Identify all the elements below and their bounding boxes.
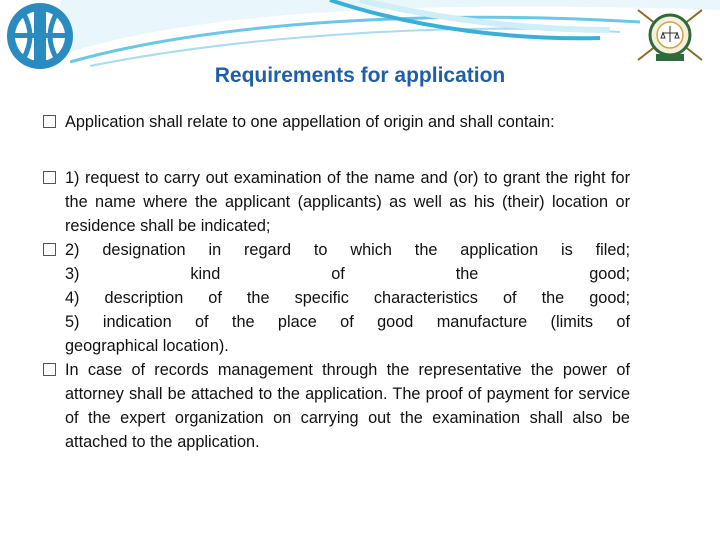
square-bullet-icon: [43, 115, 56, 128]
list-item-4: 4) description of the specific characteristics of the good;: [65, 289, 630, 307]
list-item-5: 5) indication of the place of good manufacture (limits of: [65, 313, 630, 331]
list-item-5-cont: geographical location).: [65, 337, 229, 355]
paragraph-text: Application shall relate to one appellation of origin and shall contain:: [65, 113, 555, 131]
square-bullet-icon: [43, 363, 56, 376]
square-bullet-icon: [43, 171, 56, 184]
list-item-3: 3) kind of the good;: [65, 265, 630, 283]
bullet-paragraph-3: [43, 238, 630, 358]
bullet-paragraph-1: [43, 110, 630, 134]
ministry-logo-icon: [2, 0, 80, 72]
bullet-paragraph-4: [43, 358, 630, 454]
square-bullet-icon: [43, 243, 56, 256]
slide-title: Requirements for application: [214, 64, 506, 87]
slide-body: [43, 110, 630, 454]
scales-of-justice-emblem-icon: [632, 4, 708, 66]
paragraph-text: 1) request to carry out examination of the name and (or) to grant the right for the name where the applicant (applicants) as well as his (their) location or residence shall be indicated;: [65, 169, 630, 235]
paragraph-text: In case of records management through the representative the power of attorney shall be attached to the application. The proof of payment for service of the expert organization on carrying out the examination shall also be attached to the application.: [65, 361, 630, 451]
list-item-2: 2) designation in regard to which the application is filed;: [65, 241, 630, 259]
bullet-paragraph-2: [43, 166, 630, 238]
